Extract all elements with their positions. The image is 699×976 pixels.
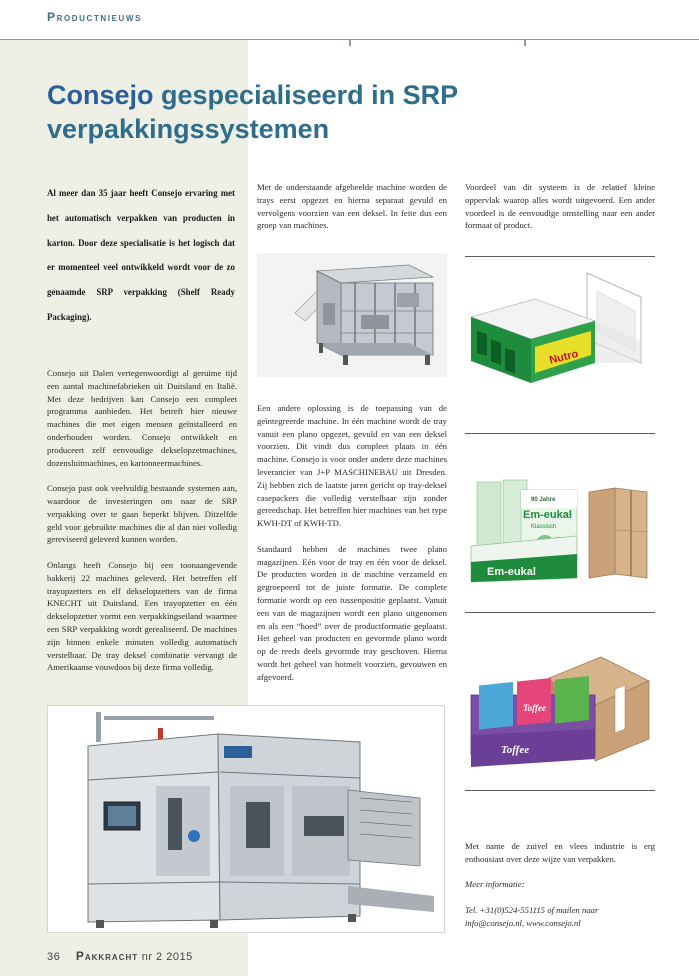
body-paragraph: Consejo past ook veelvuldig bestaande systemen aan, waardoor de investeringen om naar de SRP verpakking over te gaan beperkt blijven. Ditzelfde geld voor gebruikte machines die al dan niet volledig gereviseerd geleverd kunnen worden.: [47, 483, 237, 545]
column-3-bottom: [465, 840, 655, 930]
contact-web: info@consejo.nl, www.consejo.nl: [465, 917, 581, 928]
casepacker-machine-photo: [47, 705, 445, 933]
column-1: [47, 367, 237, 687]
header-rule-tick: [524, 39, 526, 46]
contact-phone: Tel. +31(0)524-551115 of mailen naar: [465, 904, 599, 915]
lead-paragraph: Al meer dan 35 jaar heeft Consejo ervaring met het automatisch verpakken van producten in karton. Door deze specialisatie is het logisch dat er momenteel veel ontwikkeld wordt voor de zo genaamde SRP verpakking (Shelf Ready Packaging).: [47, 188, 235, 322]
issue-label: nr 2 2015: [141, 951, 193, 963]
box2-badge-text: 90 Jahre: [531, 497, 556, 503]
box2-tray-text: Em-eukal: [487, 566, 536, 578]
em-eukal-shelf-ready-box-photo: [465, 470, 655, 590]
column-3-top: [465, 181, 655, 245]
body-paragraph: Een andere oplossing is de toepassing van de geïntegreerde machine. In één machine wordt de tray vanuit een plano opgezet, gevuld en van een deksel voorzien. Dit vindt dus compleet plaats in één machine. Consejo is voor onder andere deze machines leverancier van J+P MASCHINEBAU uit Dresden. Zij hebben zich de laatste jaren gericht op tray-deksel casepackers die volledig verstelbaar zijn zonder gereedschap. Het betreffen hier machines van het type KWH-DT of KWH-TD.: [257, 403, 447, 529]
title-brand: Consejo: [47, 80, 154, 110]
page-footer: [47, 949, 193, 963]
body-paragraph: Standaard hebben de machines twee plano magazijnen. Eén voor de tray en één voor de deksel. De producten worden in de machine verzameld en gegroepeerd tot de juiste formatie. De complete formatie wordt op een tussenpositie geplaatst. Vanuit een van de magazijnen wordt een plano uitgenomen en als een “hoed” over de productformatie geplaatst. Het geheel van producten en gevormde plano wordt op de reeds deels gevormde tray geschoven. Hierna wordt het geheel van hotmelt voorzien, gevouwen en afgevoerd.: [257, 543, 447, 682]
separator: [465, 612, 655, 613]
tray-machine-render: [257, 253, 447, 377]
magazine-name: Pakkracht: [75, 949, 139, 963]
title-rest: gespecialiseerd in SRP verpakkingssystemen: [47, 80, 458, 144]
column-2-top: [257, 181, 447, 245]
header-rule-tick: [349, 39, 351, 46]
box1-brand-text: Nutro: [548, 347, 580, 367]
box3-tray-text: Toffee: [501, 744, 530, 756]
box2-brand-text: Em-eukal: [523, 509, 572, 521]
body-paragraph: Met de onderstaande afgebeelde machine worden de trays eerst opgezet en hierna separaat gevuld en vervolgens voorzien van een deksel. In feite dus een groep van machines.: [257, 182, 447, 231]
separator: [465, 256, 655, 257]
box2-variant-text: Klassisch: [531, 524, 557, 530]
body-paragraph: Consejo uit Dalen vertegenwoordigt al geruime tijd een aantal machinefabrieken uit Duitsland en Italië. Met deze bedrijven kan Consejo een compleet programma aanbieden. Het betreft hier nieuwe machines die met eigen mensen geïnstalleerd en onderhouden worden. Consejo ontwikkelt en produceert zelf eenvoudige dekselopzetmachines, dozensluitmachines, en kartonneermachines.: [47, 368, 237, 468]
toffee-shelf-ready-box-photo: [465, 655, 655, 770]
separator: [465, 433, 655, 434]
body-paragraph: Met name de zuivel en vlees industrie is erg enthousiast over deze wijze van verpakken.: [465, 841, 655, 864]
nutro-shelf-ready-box-photo: [465, 265, 655, 395]
info-label: Meer informatie:: [465, 879, 525, 890]
separator: [465, 790, 655, 791]
box3-brand-text: Toffee: [523, 703, 546, 713]
section-label: Productnieuws: [47, 10, 143, 24]
page-number: 36: [47, 951, 61, 963]
column-2-bottom: [257, 402, 447, 696]
body-paragraph: Voordeel van dit systeem is de relatief kleine oppervlak waarop alles wordt uitgevoerd. Een ander voordeel is de eenvoudige omstelling naar een ander formaat of product.: [465, 182, 655, 231]
body-paragraph: Onlangs heeft Consejo bij een toonaangevende bakkerij 22 machines geleverd. Het betreffen elf trayopzetters en elf dekselopzetters van de firma KNECHT uit Duitsland. Een trayopzetter en één dekselopzetter vormt een verpakkingseiland waarmee een SRP verpakking wordt gerealiseerd. De machines zijn binnen enkele minuten volledig automatisch verstelbaar. De tray deksel combinatie vervangt de Amerikaanse vouwdoos bij deze firma volledig.: [47, 559, 237, 673]
article-title: [47, 78, 647, 146]
